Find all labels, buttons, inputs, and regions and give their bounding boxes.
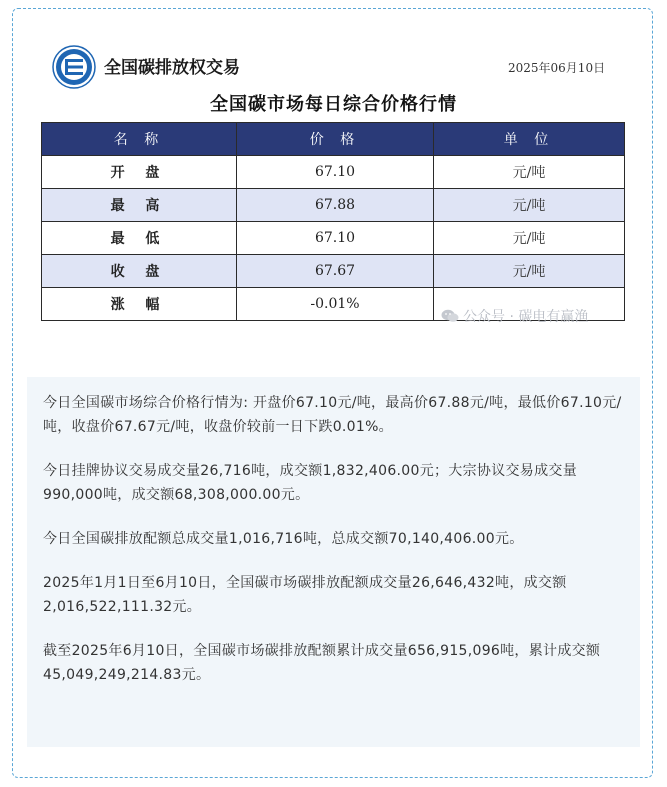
summary-panel — [27, 377, 640, 747]
row-name: 最 低 — [42, 222, 237, 255]
table-row — [42, 222, 625, 255]
row-unit: 元/吨 — [434, 255, 625, 288]
summary-paragraph: 截至2025年6月10日，全国碳市场碳排放配额累计成交量656,915,096吨，累计成交额45,049,249,214.83元。 — [43, 643, 601, 683]
table-header-row — [42, 123, 625, 156]
report-date: 2025年06月10日 — [508, 61, 606, 75]
page-title: 全国碳市场每日综合价格行情 — [210, 94, 457, 115]
carbon-exchange-logo-icon — [52, 45, 96, 89]
price-table — [41, 122, 625, 321]
summary-paragraph: 今日全国碳市场综合价格行情为: 开盘价67.10元/吨，最高价67.88元/吨，最低价67.10元/吨，收盘价67.67元/吨，收盘价较前一日下跌0.01%。 — [43, 395, 622, 435]
watermark-text: 公众号 · 碳电有赢渔 — [463, 309, 589, 325]
row-price: 67.10 — [237, 156, 434, 189]
brand-name: 全国碳排放权交易 — [104, 58, 240, 78]
column-header-unit: 单 位 — [434, 123, 625, 156]
wechat-icon — [441, 309, 459, 323]
row-name: 开 盘 — [42, 156, 237, 189]
row-price: 67.88 — [237, 189, 434, 222]
row-name: 收 盘 — [42, 255, 237, 288]
summary-paragraph: 今日挂牌协议交易成交量26,716吨，成交额1,832,406.00元；大宗协议交易成交量990,000吨，成交额68,308,000.00元。 — [43, 463, 577, 503]
table-row — [42, 255, 625, 288]
table-row — [42, 189, 625, 222]
row-name: 涨 幅 — [42, 288, 237, 321]
row-unit: 元/吨 — [434, 189, 625, 222]
summary-paragraph: 今日全国碳排放配额总成交量1,016,716吨，总成交额70,140,406.00元。 — [43, 531, 524, 547]
summary-paragraph: 2025年1月1日至6月10日，全国碳市场碳排放配额成交量26,646,432吨，成交额2,016,522,111.32元。 — [43, 575, 567, 615]
row-price: -0.01% — [237, 288, 434, 321]
row-price: 67.10 — [237, 222, 434, 255]
row-unit: 元/吨 — [434, 156, 625, 189]
watermark — [441, 306, 588, 326]
row-name: 最 高 — [42, 189, 237, 222]
table-row — [42, 156, 625, 189]
column-header-price: 价 格 — [237, 123, 434, 156]
row-unit: 元/吨 — [434, 222, 625, 255]
column-header-name: 名 称 — [42, 123, 237, 156]
row-price: 67.67 — [237, 255, 434, 288]
